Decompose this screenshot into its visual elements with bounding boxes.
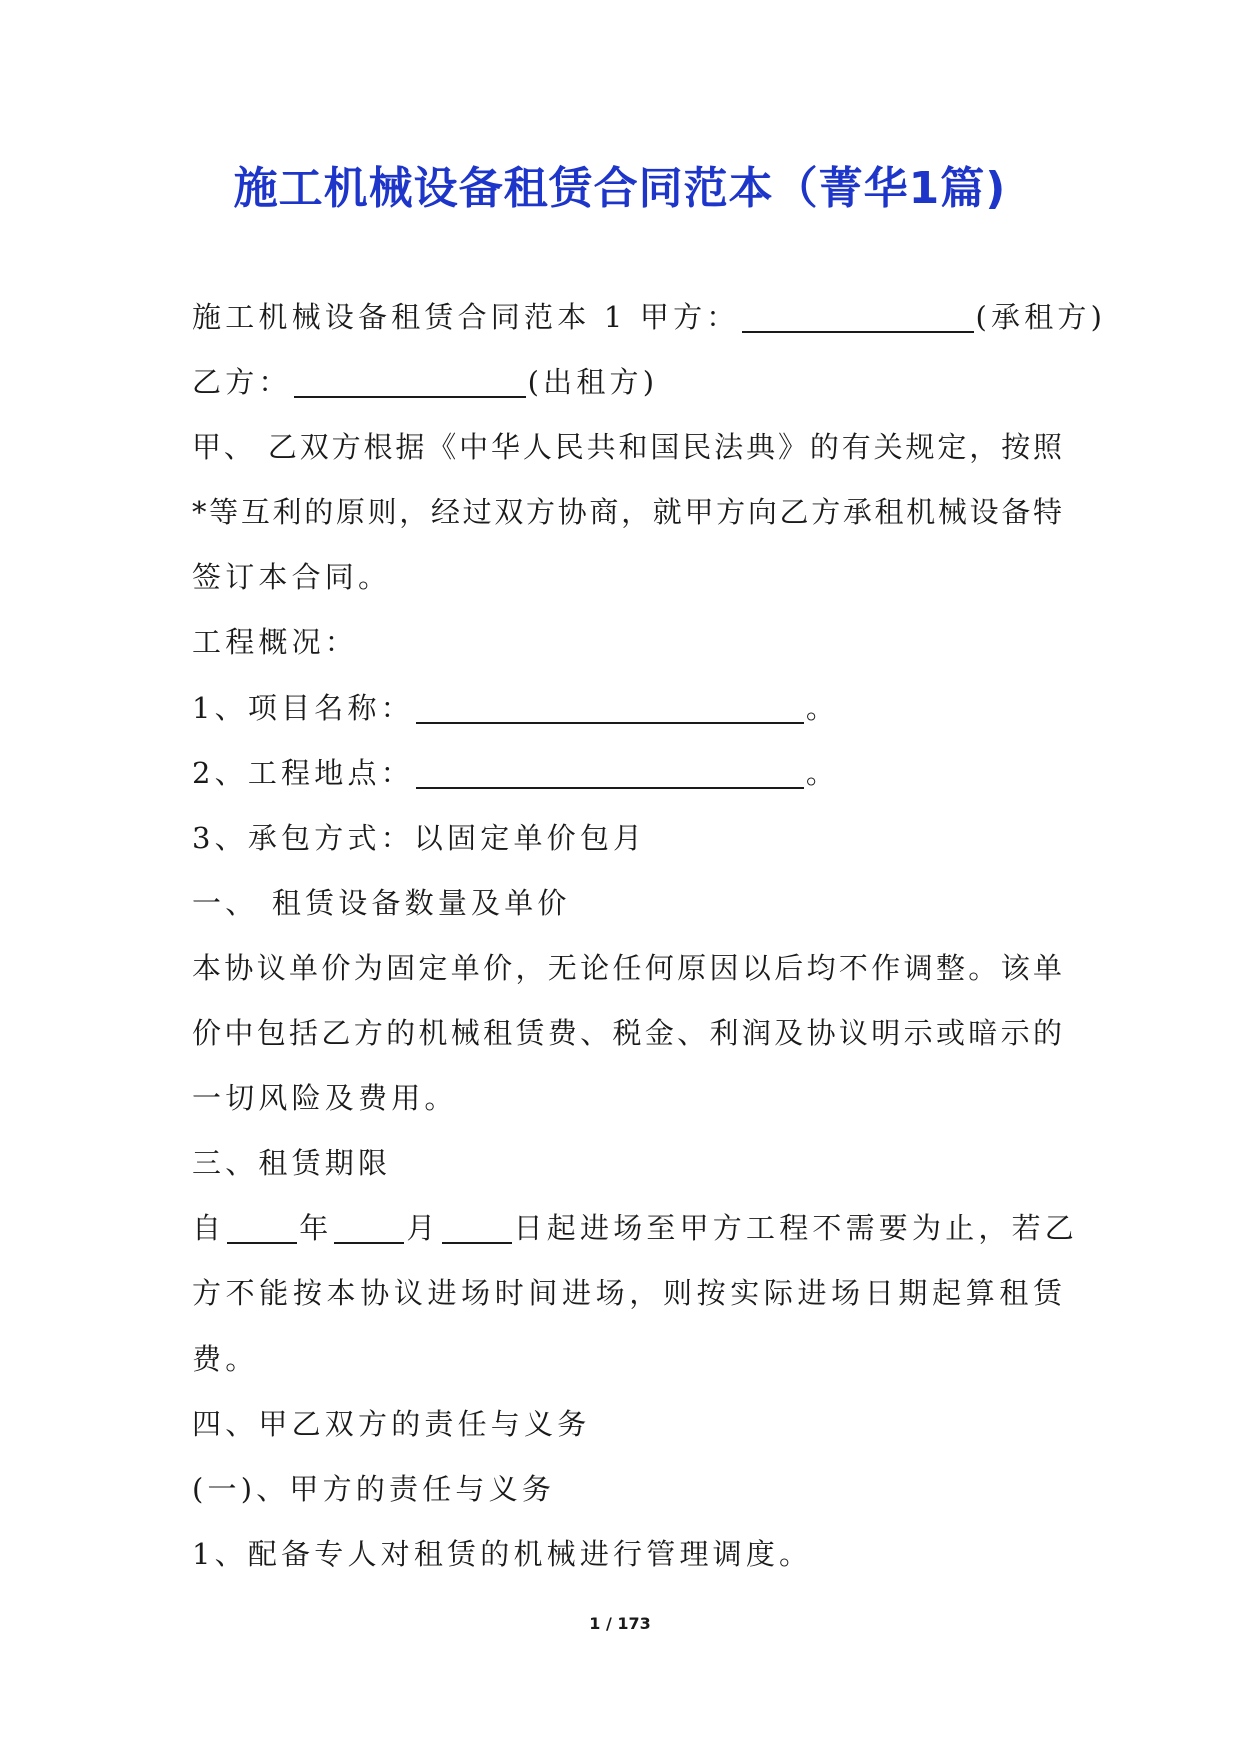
section-heading: 三、租赁期限	[192, 1146, 392, 1181]
paragraph-line	[192, 1196, 1079, 1261]
month-label: 月	[406, 1211, 440, 1246]
year-label: 年	[299, 1211, 333, 1246]
party-b-role: (出租方)	[527, 365, 659, 400]
section-heading: 工程概况：	[192, 625, 359, 660]
paragraph-line: 3、承包方式：以固定单价包月	[192, 820, 647, 855]
paragraph-line: 签订本合同。	[192, 560, 392, 595]
section-heading: 一、 租赁设备数量及单价	[192, 885, 571, 920]
date-from-label: 自	[192, 1211, 226, 1246]
project-location-blank	[416, 757, 804, 789]
project-name-label: 1、项目名称：	[192, 690, 414, 725]
day-clause: 日起进场至甲方工程不需要为止，若乙	[513, 1211, 1079, 1246]
paragraph-line: 1、配备专人对租赁的机械进行管理调度。	[192, 1536, 813, 1571]
party-a-role: (承租方)	[975, 300, 1107, 334]
party-b-blank	[294, 366, 526, 398]
day-blank	[442, 1212, 512, 1244]
paragraph-line	[192, 741, 1062, 806]
paragraph-line: 本协议单价为固定单价，无论任何原因以后均不作调整。该单	[192, 950, 1062, 985]
year-blank	[227, 1212, 297, 1244]
paragraph-line: *等互利的原则，经过双方协商，就甲方向乙方承租机械设备特	[192, 495, 1062, 530]
month-blank	[334, 1212, 404, 1244]
line-end-mark: 。	[805, 755, 840, 790]
paragraph-line: 方不能按本协议进场时间进场，则按实际进场日期起算租赁	[192, 1276, 1062, 1311]
project-location-label: 2、工程地点：	[192, 755, 414, 790]
party-a-blank	[742, 301, 974, 333]
party-a-label: 施工机械设备租赁合同范本 1 甲方：	[192, 300, 740, 334]
project-name-blank	[416, 692, 804, 724]
paragraph-line: 一切风险及费用。	[192, 1081, 458, 1116]
paragraph-line: 甲、 乙双方根据《中华人民共和国民法典》的有关规定，按照	[192, 430, 1062, 465]
paragraph-line	[192, 285, 1107, 350]
paragraph-line: 费。	[192, 1341, 259, 1376]
section-heading: 四、甲乙双方的责任与义务	[192, 1406, 591, 1441]
document-title: 施工机械设备租赁合同范本（菁华1篇)	[233, 163, 1007, 214]
party-b-label: 乙方：	[192, 365, 292, 400]
paragraph-line	[192, 676, 1062, 741]
paragraph-line	[192, 350, 1062, 415]
paragraph-line: 价中包括乙方的机械租赁费、税金、利润及协议明示或暗示的	[192, 1016, 1062, 1051]
line-end-mark: 。	[805, 690, 840, 725]
subsection-heading: (一)、甲方的责任与义务	[192, 1471, 556, 1506]
page-number: 1 / 173	[589, 1614, 651, 1633]
document-body	[192, 285, 1107, 1587]
